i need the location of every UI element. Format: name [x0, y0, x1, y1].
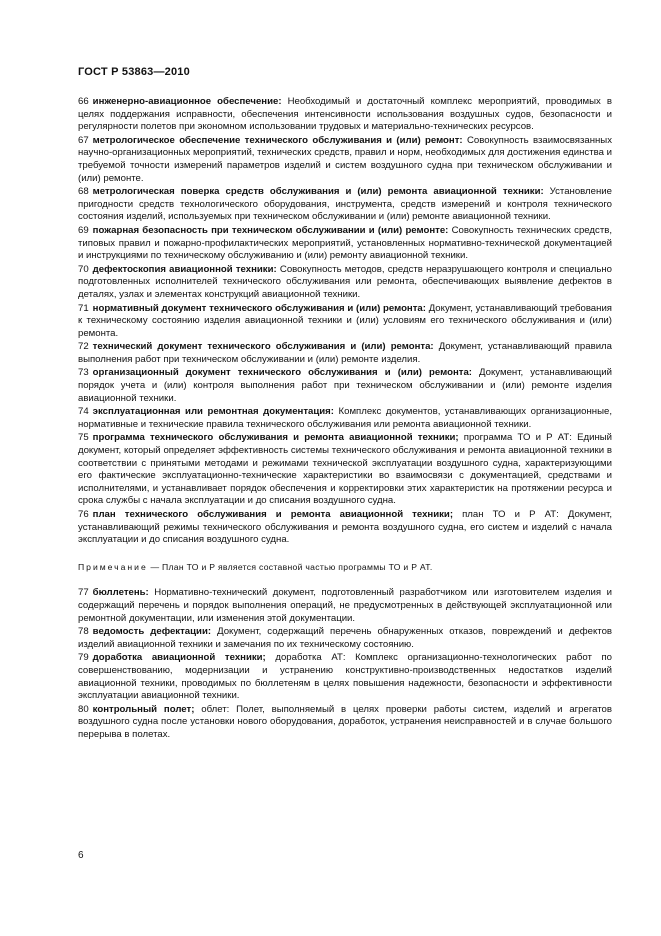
- term-title: программа технического обслуживания и ремонта авиационной техники;: [92, 432, 459, 444]
- term-title: ведомость дефектации:: [92, 626, 212, 638]
- document-body: [78, 96, 612, 743]
- term-title: план технического обслуживания и ремонта авиационной техники;: [92, 509, 454, 520]
- term-title: метрологическая поверка средств обслуживания и (или) ремонта авиационной техники:: [92, 186, 544, 198]
- term-title: доработка авиационной техники;: [92, 652, 266, 664]
- entries-list-a: [78, 96, 612, 547]
- term-entry-79: 79 доработка авиационной техники; доработка АТ: Комплекс организационно-технологических работ по совершенствованию, модернизации и устранению конструктивно-производственных недостатков изделий авиационной техники, проводимых по бюллетеням в целях повышения надежности, безопасности и эффективности эксплуатации авиационной техники.: [78, 652, 612, 702]
- note: [78, 561, 612, 574]
- term-entry-78: 78 ведомость дефектации: Документ, содержащий перечень обнаруженных отказов, повреждений и дефектов изделий авиационной техники и замечания по их техническому состоянию.: [78, 626, 613, 650]
- term-definition: Совокупность технических средств, типовых правил и пожарно-профилактических мероприятий, установленных нормативно-технической документацией и инструкциями по техническому обслуживанию и (или) ремонту авиационной техники.: [78, 224, 612, 262]
- term-definition: Необходимый и достаточный комплекс мероприятий, проводимых в целях поддержания исправности, обеспечения интенсивности использования воздушных судов, безопасности и регулярности полетов при экономном использовании трудовых и материально-технических ресурсов.: [78, 96, 612, 133]
- term-entry-77: 77 бюллетень: Нормативно-технический документ, подготовленный разработчиком или изготовителем изделия и содержащий перечень и порядок выполнения операций, не предусмотренных в действующей эксплуатационной или ремонтной документации, или изменения этой документации.: [78, 587, 612, 624]
- term-definition: план ТО и Р АТ: Документ, устанавливающий режимы технического обслуживания и ремонта воздушного судна, его систем и изделий с начала эксплуатации и до списания воздушного судна.: [78, 509, 612, 546]
- term-title: дефектоскопия авиационной техники:: [92, 263, 277, 275]
- term-entry-75: 75 программа технического обслуживания и ремонта авиационной техники; программа ТО и Р АТ: Единый документ, который определяет эффективность системы технического обслуживания и ремонта авиационной техники в соответствии с принятыми методами и режимами технической эксплуатации воздушного судна, характеризующими его фактические эксплуатационно-технические характеристики во взаимосвязи с документацией, средствами и исполнителями, и устанавливает порядок обеспечения и корректировки этих характеристик на протяжении ресурса и срока службы с начала эксплуатации и до списания воздушного судна.: [78, 432, 612, 507]
- term-entry-73: 73 организационный документ технического обслуживания и (или) ремонта: Документ, устанавливающий порядок учета и (или) контроля выполнения работ при техническом обслуживании и (или) ремонте изделия авиационной техники.: [78, 367, 612, 404]
- term-entry-72: 72 технический документ технического обслуживания и (или) ремонта: Документ, устанавливающий правила выполнения работ при техническом обслуживании и (или) ремонте изделия.: [78, 341, 612, 365]
- term-definition: облет: Полет, выполняемый в целях проверки работы систем, изделий и агрегатов воздушного судна после установки нового оборудования, доработок, устранения неисправностей и в случае большого перерыва в полетах.: [78, 703, 612, 740]
- term-title: бюллетень:: [92, 587, 149, 599]
- term-entry-70: 70 дефектоскопия авиационной техники: Совокупность методов, средств неразрушающего контроля и специально подготовленных исполнителей технического обслуживания или ремонта, обеспечивающих выявление дефектов в деталях, узлах и элементах конструкций авиационной техники.: [78, 263, 612, 300]
- term-entry-69: 69 пожарная безопасность при техническом обслуживании и (или) ремонте: Совокупность технических средств, типовых правил и пожарно-профилактических мероприятий, установленных нормативно-технической документацией и инструкциями по техническому обслуживанию и (или) ремонту авиационной техники.: [78, 224, 612, 262]
- term-definition: доработка АТ: Комплекс организационно-технологических работ по совершенствованию, модернизации и устранению конструктивно-производственных недостатков изделий авиационной техники, проводимых по бюллетеням в целях повышения надежности, безопасности и эффективности эксплуатации авиационной техники.: [78, 652, 612, 702]
- term-definition: программа ТО и Р АТ: Единый документ, который определяет эффективность системы технического обслуживания и ремонта авиационной техники в соответствии с принятыми методами и режимами технической эксплуатации воздушного судна, характеризующими его фактические эксплуатационно-технические характеристики во взаимосвязи с документацией, средствами и исполнителями, и устанавливает порядок обеспечения и корректировки этих характеристик на протяжении ресурса и срока службы с начала эксплуатации и до списания воздушного судна.: [78, 432, 612, 507]
- term-definition: Документ, содержащий перечень обнаруженных отказов, повреждений и дефектов изделий авиационной техники и замечания по их техническому состоянию.: [78, 626, 613, 650]
- term-title: контрольный полет;: [92, 703, 195, 715]
- term-definition: Совокупность взаимосвязанных научно-организационных мероприятий, технических средств, правил и норм, необходимых для достижения единства и требуемой точности измерений параметров изделий и систем воздушного судна при техническом обслуживании и (или) ремонте.: [78, 134, 612, 184]
- term-entry-76: 76 план технического обслуживания и ремонта авиационной техники; план ТО и Р АТ: Документ, устанавливающий режимы технического обслуживания и ремонта воздушного судна, его систем и изделий с начала эксплуатации и до списания воздушного судна.: [78, 509, 612, 546]
- term-definition: Документ, устанавливающий требования к техническому состоянию изделия авиационной техники и (или) условиям его технического обслуживания и (или) ремонта.: [78, 302, 612, 339]
- term-definition: Документ, устанавливающий порядок учета и (или) контроля выполнения работ при техническом обслуживании и (или) ремонте изделия авиационной техники.: [78, 367, 612, 404]
- term-definition: Документ, устанавливающий правила выполнения работ при техническом обслуживании и (или) ремонте изделия.: [78, 341, 612, 365]
- term-title: технический документ технического обслуживания и (или) ремонта:: [92, 341, 434, 353]
- term-title: метрологическое обеспечение технического обслуживания и (или) ремонт:: [92, 134, 463, 146]
- page-number: 6: [78, 850, 84, 861]
- note-label: Примечание: [78, 561, 148, 572]
- term-entry-80: 80 контрольный полет; облет: Полет, выполняемый в целях проверки работы систем, изделий и агрегатов воздушного судна после установки нового оборудования, доработок, устранения неисправностей и в случае большого перерыва в полетах.: [78, 703, 612, 740]
- term-title: пожарная безопасность при техническом обслуживании и (или) ремонте:: [92, 224, 449, 236]
- note-text: — План ТО и Р является составной частью программы ТО и Р АТ.: [147, 561, 433, 572]
- term-definition: Установление пригодности средств технологического оборудования, инструмента, средств измерений и контроля технического состояния изделий, используемых при техническом обслуживании и (или) ремонте авиационной техники.: [78, 186, 612, 223]
- term-title: нормативный документ технического обслуживания и (или) ремонта:: [92, 302, 426, 314]
- term-title: эксплуатационная или ремонтная документация:: [92, 406, 334, 418]
- term-definition: Совокупность методов, средств неразрушающего контроля и специально подготовленных исполнителей технического обслуживания или ремонта, обеспечивающих выявление дефектов в деталях, узлах и элементах конструкций авиационной техники.: [78, 263, 612, 300]
- term-entry-67: 67 метрологическое обеспечение технического обслуживания и (или) ремонт: Совокупность взаимосвязанных научно-организационных мероприятий, технических средств, правил и норм, необходимых для достижения единства и требуемой точности измерений параметров изделий и систем воздушного судна при техническом обслуживании и (или) ремонте.: [78, 134, 612, 184]
- term-title: организационный документ технического обслуживания и (или) ремонта:: [92, 367, 472, 379]
- term-entry-68: 68 метрологическая поверка средств обслуживания и (или) ремонта авиационной техники: Установление пригодности средств технологического оборудования, инструмента, средств измерений и контроля технического состояния изделий, используемых при техническом обслуживании и (или) ремонте авиационной техники.: [78, 186, 612, 223]
- document-header: ГОСТ Р 53863—2010: [78, 66, 190, 78]
- term-definition: Нормативно-технический документ, подготовленный разработчиком или изготовителем изделия и содержащий перечень и порядок выполнения операций, не предусмотренных в действующей эксплуатационной или ремонтной документации, или изменения этой документации.: [78, 587, 612, 624]
- term-definition: Комплекс документов, устанавливающих организационные, нормативные и технические правила технического обслуживания или ремонта авиационной техники.: [78, 406, 612, 430]
- entries-list-b: [78, 587, 612, 741]
- term-entry-66: 66 инженерно-авиационное обеспечение: Необходимый и достаточный комплекс мероприятий, проводимых в целях поддержания исправности, обеспечения интенсивности использования воздушных судов, безопасности и регулярности полетов при экономном использовании трудовых и материально-технических ресурсов.: [78, 96, 612, 133]
- term-entry-71: 71 нормативный документ технического обслуживания и (или) ремонта: Документ, устанавливающий требования к техническому состоянию изделия авиационной техники и (или) условиям его технического обслуживания и (или) ремонта.: [78, 302, 612, 339]
- term-title: инженерно-авиационное обеспечение:: [92, 96, 282, 107]
- term-entry-74: 74 эксплуатационная или ремонтная документация: Комплекс документов, устанавливающих организационные, нормативные и технические правила технического обслуживания или ремонта авиационной техники.: [78, 406, 612, 430]
